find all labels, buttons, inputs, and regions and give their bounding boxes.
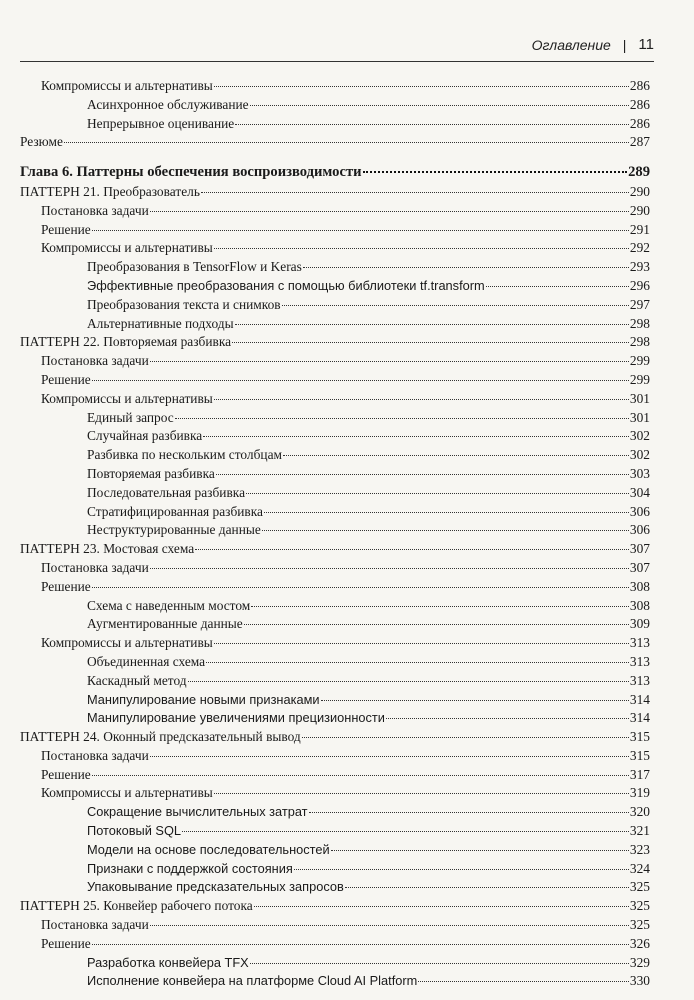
toc-entry-page: 296 bbox=[629, 277, 650, 293]
running-header-separator: | bbox=[622, 36, 627, 53]
dot-leader bbox=[92, 944, 629, 945]
toc-entry bbox=[20, 446, 650, 465]
toc-entry-title: Манипулирование увеличениями прецизионности bbox=[87, 710, 385, 726]
toc-entry-page: 325 bbox=[629, 898, 650, 914]
dot-leader bbox=[92, 587, 629, 588]
toc-entry-title: Единый запрос bbox=[87, 409, 174, 425]
toc-entry-page: 301 bbox=[629, 390, 650, 406]
toc-entry bbox=[20, 822, 650, 841]
dot-leader bbox=[216, 474, 629, 475]
toc-entry bbox=[20, 972, 650, 991]
toc-entry-title: Сокращение вычислительных затрат bbox=[87, 804, 308, 820]
toc-entry bbox=[20, 878, 650, 897]
toc-entry bbox=[20, 784, 650, 803]
header-rule bbox=[20, 61, 654, 62]
dot-leader bbox=[150, 925, 629, 926]
toc-entry-page: 304 bbox=[629, 484, 650, 500]
toc-entry bbox=[20, 841, 650, 860]
toc-entry-page: 313 bbox=[629, 635, 650, 651]
toc-entry bbox=[20, 333, 650, 352]
dot-leader bbox=[282, 305, 629, 306]
dot-leader bbox=[303, 267, 629, 268]
toc-entry-title: Решение bbox=[41, 766, 91, 782]
toc-entry-page: 306 bbox=[629, 503, 650, 519]
toc-entry-title: Исполнение конвейера на платформе Cloud AI Platform bbox=[87, 973, 418, 989]
toc-entry-page: 302 bbox=[629, 447, 650, 463]
toc-entry-title: Резюме bbox=[20, 134, 63, 150]
toc-entry bbox=[20, 916, 650, 935]
toc-entry bbox=[20, 115, 650, 134]
toc-chapter-entry bbox=[20, 163, 650, 182]
toc-entry bbox=[20, 766, 650, 785]
toc-entry-title: Объединенная схема bbox=[87, 653, 206, 669]
toc-entry-title: ПАТТЕРН 21. Преобразователь bbox=[20, 183, 200, 199]
toc-entry-page: 313 bbox=[629, 672, 650, 688]
toc-entry-page: 307 bbox=[629, 559, 650, 575]
toc-entry-page: 286 bbox=[629, 96, 650, 112]
toc-entry bbox=[20, 258, 650, 277]
toc-entry bbox=[20, 221, 650, 240]
toc-entry bbox=[20, 183, 650, 202]
toc-entry-page: 319 bbox=[629, 785, 650, 801]
toc-entry bbox=[20, 521, 650, 540]
toc-entry bbox=[20, 239, 650, 258]
dot-leader bbox=[150, 361, 629, 362]
toc-entry-title: Постановка задачи bbox=[41, 747, 149, 763]
toc-entry-title: Случайная разбивка bbox=[87, 428, 203, 444]
toc-entry-page: 315 bbox=[629, 729, 650, 745]
dot-leader bbox=[214, 643, 629, 644]
dot-leader bbox=[264, 512, 629, 513]
dot-leader bbox=[250, 105, 629, 106]
toc-entry bbox=[20, 709, 650, 728]
toc-entry bbox=[20, 897, 650, 916]
toc-entry-title: Схема с наведенным мостом bbox=[87, 597, 251, 613]
toc-entry bbox=[20, 597, 650, 616]
dot-leader bbox=[214, 86, 629, 87]
toc-entry-title: ПАТТЕРН 24. Оконный предсказательный вывод bbox=[20, 729, 301, 745]
toc-entry bbox=[20, 371, 650, 390]
toc-entry-title: Компромиссы и альтернативы bbox=[41, 240, 213, 256]
toc-entry-title: Преобразования текста и снимков bbox=[87, 296, 281, 312]
toc-entry bbox=[20, 352, 650, 371]
toc-entry bbox=[20, 133, 650, 152]
running-header bbox=[20, 36, 654, 53]
dot-leader bbox=[150, 568, 629, 569]
toc-entry-title: Разработка конвейера TFX bbox=[87, 954, 249, 970]
dot-leader bbox=[92, 230, 629, 231]
toc-entry bbox=[20, 202, 650, 221]
toc-entry-title: Неструктурированные данные bbox=[87, 522, 261, 538]
toc-entry-title: Компромиссы и альтернативы bbox=[41, 635, 213, 651]
dot-leader bbox=[214, 793, 629, 794]
toc-entry bbox=[20, 503, 650, 522]
toc-entry bbox=[20, 390, 650, 409]
toc-entry bbox=[20, 691, 650, 710]
dot-leader bbox=[214, 399, 629, 400]
toc-entry-title: Разбивка по нескольким столбцам bbox=[87, 447, 283, 463]
toc-entry-page: 301 bbox=[629, 409, 650, 425]
toc-entry-page: 299 bbox=[629, 371, 650, 387]
toc-entry-page: 315 bbox=[629, 747, 650, 763]
toc-entry-page: 308 bbox=[629, 578, 650, 594]
toc-entry bbox=[20, 653, 650, 672]
dot-leader bbox=[235, 124, 629, 125]
toc-entry-page: 306 bbox=[629, 522, 650, 538]
toc-entry-title: Компромиссы и альтернативы bbox=[41, 785, 213, 801]
toc-entry-page: 326 bbox=[629, 935, 650, 951]
toc-entry-page: 290 bbox=[629, 202, 650, 218]
toc-entry-page: 309 bbox=[629, 616, 650, 632]
toc-entry-page: 286 bbox=[629, 78, 650, 93]
toc-entry bbox=[20, 634, 650, 653]
dot-leader bbox=[331, 850, 629, 851]
toc-entry-page: 314 bbox=[629, 691, 650, 707]
toc-entry-title: Решение bbox=[41, 935, 91, 951]
dot-leader bbox=[386, 718, 629, 719]
toc-entry-title: Каскадный метод bbox=[87, 672, 187, 688]
toc-entry-page: 325 bbox=[629, 879, 650, 895]
toc-entry bbox=[20, 954, 650, 973]
toc-entry-page: 299 bbox=[629, 353, 650, 369]
dot-leader bbox=[206, 662, 629, 663]
toc-entry-title: ПАТТЕРН 23. Мостовая схема bbox=[20, 541, 195, 557]
toc-entry-title: Компромиссы и альтернативы bbox=[41, 78, 213, 93]
toc-entry-page: 330 bbox=[629, 973, 650, 989]
toc-entry-title: Аугментированные данные bbox=[87, 616, 243, 632]
dot-leader bbox=[302, 737, 629, 738]
toc-entry-page: 324 bbox=[629, 860, 650, 876]
toc-entry-title: ПАТТЕРН 22. Повторяемая разбивка bbox=[20, 334, 232, 350]
toc-entry-title: Глава 6. Паттерны обеспечения воспроизводимости bbox=[20, 164, 362, 181]
dot-leader bbox=[64, 142, 629, 143]
dot-leader bbox=[92, 380, 629, 381]
dot-leader bbox=[244, 624, 629, 625]
toc-entry-title: Постановка задачи bbox=[41, 917, 149, 933]
dot-leader bbox=[363, 171, 628, 173]
toc-entry-title: Решение bbox=[41, 578, 91, 594]
dot-leader bbox=[150, 211, 629, 212]
dot-leader bbox=[182, 831, 629, 832]
dot-leader bbox=[188, 681, 629, 682]
toc-entry-page: 329 bbox=[629, 954, 650, 970]
toc-entry-title: Непрерывное оценивание bbox=[87, 115, 235, 131]
table-of-contents bbox=[20, 77, 650, 991]
toc-entry-title: Стратифицированная разбивка bbox=[87, 503, 263, 519]
toc-entry bbox=[20, 803, 650, 822]
toc-entry bbox=[20, 315, 650, 334]
toc-entry bbox=[20, 96, 650, 115]
dot-leader bbox=[235, 324, 629, 325]
dot-leader bbox=[203, 436, 629, 437]
toc-entry bbox=[20, 615, 650, 634]
dot-leader bbox=[251, 606, 629, 607]
toc-entry-title: Асинхронное обслуживание bbox=[87, 96, 249, 112]
toc-entry bbox=[20, 860, 650, 879]
toc-entry bbox=[20, 484, 650, 503]
dot-leader bbox=[175, 418, 629, 419]
dot-leader bbox=[250, 963, 629, 964]
toc-entry-page: 313 bbox=[629, 653, 650, 669]
toc-entry-page: 289 bbox=[628, 164, 650, 181]
toc-entry-page: 308 bbox=[629, 597, 650, 613]
toc-entry-title: Альтернативные подходы bbox=[87, 315, 234, 331]
toc-entry-page: 297 bbox=[629, 296, 650, 312]
toc-entry-page: 302 bbox=[629, 428, 650, 444]
toc-entry bbox=[20, 427, 650, 446]
toc-entry-page: 320 bbox=[629, 804, 650, 820]
toc-entry-title: Модели на основе последовательностей bbox=[87, 841, 330, 857]
toc-entry-page: 321 bbox=[629, 823, 650, 839]
toc-entry-title: Решение bbox=[41, 371, 91, 387]
toc-entry-title: ПАТТЕРН 25. Конвейер рабочего потока bbox=[20, 898, 253, 914]
toc-entry bbox=[20, 409, 650, 428]
dot-leader bbox=[195, 549, 629, 550]
toc-entry-page: 287 bbox=[629, 134, 650, 150]
dot-leader bbox=[321, 700, 629, 701]
toc-entry bbox=[20, 277, 650, 296]
dot-leader bbox=[309, 812, 629, 813]
toc-entry bbox=[20, 465, 650, 484]
toc-entry-page: 314 bbox=[629, 710, 650, 726]
toc-entry-title: Эффективные преобразования с помощью библиотеки tf.transform bbox=[87, 277, 485, 293]
toc-entry-page: 292 bbox=[629, 240, 650, 256]
toc-entry bbox=[20, 578, 650, 597]
toc-entry-title: Решение bbox=[41, 221, 91, 237]
toc-entry-title: Признаки с поддержкой состояния bbox=[87, 860, 293, 876]
toc-entry bbox=[20, 540, 650, 559]
toc-entry-page: 291 bbox=[629, 221, 650, 237]
dot-leader bbox=[214, 248, 629, 249]
toc-entry-page: 298 bbox=[629, 334, 650, 350]
dot-leader bbox=[283, 455, 629, 456]
toc-entry-title: Последовательная разбивка bbox=[87, 484, 246, 500]
running-header-section: Оглавление bbox=[531, 36, 611, 53]
toc-entry-title: Манипулирование новыми признаками bbox=[87, 691, 320, 707]
dot-leader bbox=[262, 530, 629, 531]
toc-entry-page: 325 bbox=[629, 917, 650, 933]
dot-leader bbox=[150, 756, 629, 757]
toc-entry-page: 303 bbox=[629, 465, 650, 481]
toc-entry-title: Преобразования в TensorFlow и Keras bbox=[87, 259, 302, 275]
toc-entry bbox=[20, 728, 650, 747]
toc-entry-page: 290 bbox=[629, 183, 650, 199]
toc-entry-page: 298 bbox=[629, 315, 650, 331]
dot-leader bbox=[418, 981, 629, 982]
dot-leader bbox=[345, 887, 629, 888]
toc-entry-title: Повторяемая разбивка bbox=[87, 465, 215, 481]
toc-entry-title: Постановка задачи bbox=[41, 559, 149, 575]
dot-leader bbox=[246, 493, 629, 494]
toc-entry-page: 286 bbox=[629, 115, 650, 131]
toc-entry-title: Постановка задачи bbox=[41, 202, 149, 218]
toc-entry bbox=[20, 935, 650, 954]
dot-leader bbox=[254, 906, 629, 907]
toc-entry-page: 323 bbox=[629, 841, 650, 857]
toc-entry-page: 317 bbox=[629, 766, 650, 782]
dot-leader bbox=[294, 869, 629, 870]
toc-entry-title: Упаковывание предсказательных запросов bbox=[87, 879, 344, 895]
toc-entry-page: 293 bbox=[629, 259, 650, 275]
toc-entry-title: Компромиссы и альтернативы bbox=[41, 390, 213, 406]
toc-entry bbox=[20, 672, 650, 691]
dot-leader bbox=[92, 775, 629, 776]
toc-entry bbox=[20, 296, 650, 315]
running-header-page-number: 11 bbox=[638, 36, 654, 53]
dot-leader bbox=[232, 342, 629, 343]
toc-entry bbox=[20, 747, 650, 766]
dot-leader bbox=[201, 192, 629, 193]
toc-entry-title: Потоковый SQL bbox=[87, 823, 182, 839]
dot-leader bbox=[486, 286, 629, 287]
toc-entry bbox=[20, 77, 650, 96]
toc-entry-title: Постановка задачи bbox=[41, 353, 149, 369]
toc-entry-page: 307 bbox=[629, 541, 650, 557]
toc-entry bbox=[20, 559, 650, 578]
